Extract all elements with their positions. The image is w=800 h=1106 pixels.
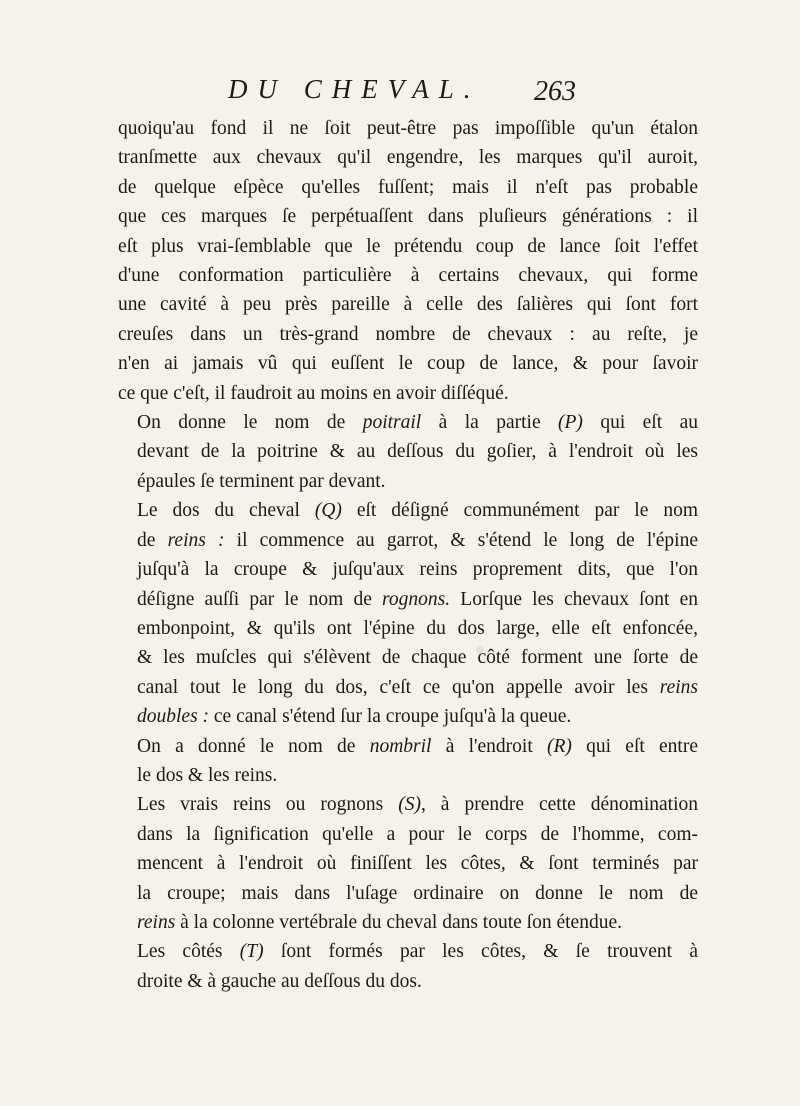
paragraph	[118, 114, 698, 408]
text-line: On donne le nom de poitrail à la partie (P) qui eſt au	[137, 412, 698, 434]
text-line: On a donné le nom de nombril à l'endroit (R) qui eſt entre	[137, 735, 698, 757]
text-line: une cavité à peu près pareille à celle des ſalières qui ſont fort	[118, 294, 698, 316]
text-line: quoiqu'au fond il ne ſoit peut-être pas impoſſible qu'un étalon	[118, 118, 698, 139]
paragraph	[118, 937, 698, 996]
text-line: canal tout le long du dos, c'eſt ce qu'on appelle avoir les reins	[137, 676, 698, 698]
text-line: le dos & les reins.	[137, 764, 278, 786]
text-line: n'en ai jamais vû qui euſſent le coup de lance, & pour ſavoir	[118, 353, 698, 375]
text-line: épaules ſe terminent par devant.	[137, 470, 386, 492]
paragraph	[118, 408, 698, 496]
text-line: tranſmette aux chevaux qu'il engendre, les marques qu'il auroit,	[118, 147, 698, 169]
text-line: doubles : ce canal s'étend ſur la croupe juſqu'à la queue.	[137, 706, 572, 728]
text-line: déſigne auſſi par le nom de rognons. Lorſque les chevaux ſont en	[137, 588, 698, 610]
text-line: que ces marques ſe perpétuaſſent dans pluſieurs générations : il	[118, 206, 698, 228]
text-line: reins à la colonne vertébrale du cheval dans toute ſon étendue.	[137, 911, 622, 933]
text-line: ce que c'eſt, il faudroit au moins en avoir diſſéqué.	[118, 382, 509, 404]
text-line: de quelque eſpèce qu'elles fuſſent; mais il n'eſt pas probable	[118, 176, 698, 198]
text-line: & les muſcles qui s'élèvent de chaque côté forment une ſorte de	[137, 647, 698, 669]
running-title: DU CHEVAL.	[228, 74, 481, 104]
body-text	[118, 114, 698, 996]
text-line: Les côtés (T) ſont formés par les côtes, & ſe trouvent à	[137, 941, 698, 963]
text-line: dans la ſignification qu'elle a pour le corps de l'homme, com-	[137, 823, 698, 845]
text-line: la croupe; mais dans l'uſage ordinaire on donne le nom de	[137, 882, 698, 904]
text-line: droite & à gauche au deſſous du dos.	[137, 970, 422, 992]
paragraph	[118, 790, 698, 937]
text-line: Les vrais reins ou rognons (S), à prendre cette dénomination	[137, 794, 698, 816]
paragraph	[118, 732, 698, 791]
text-line: creuſes dans un très-grand nombre de chevaux : au reſte, je	[118, 323, 698, 345]
text-line: mencent à l'endroit où finiſſent les côtes, & ſont terminés par	[137, 853, 698, 875]
text-line: juſqu'à la croupe & juſqu'aux reins proprement dits, que l'on	[137, 559, 698, 581]
text-line: d'une conformation particulière à certains chevaux, qui forme	[118, 265, 698, 287]
text-line: eſt plus vrai-ſemblable que le prétendu coup de lance ſoit l'effet	[118, 235, 698, 257]
text-line: de reins : il commence au garrot, & s'étend le long de l'épine	[137, 529, 698, 551]
text-line: embonpoint, & qu'ils ont l'épine du dos large, elle eſt enfoncée,	[137, 617, 698, 639]
paragraph	[118, 496, 698, 731]
paper-spot	[476, 646, 484, 654]
text-line: devant de la poitrine & au deſſous du goſier, à l'endroit où les	[137, 441, 698, 463]
page-number: 263	[534, 76, 576, 107]
running-head	[0, 74, 800, 114]
text-line: Le dos du cheval (Q) eſt déſigné communément par le nom	[137, 500, 698, 522]
